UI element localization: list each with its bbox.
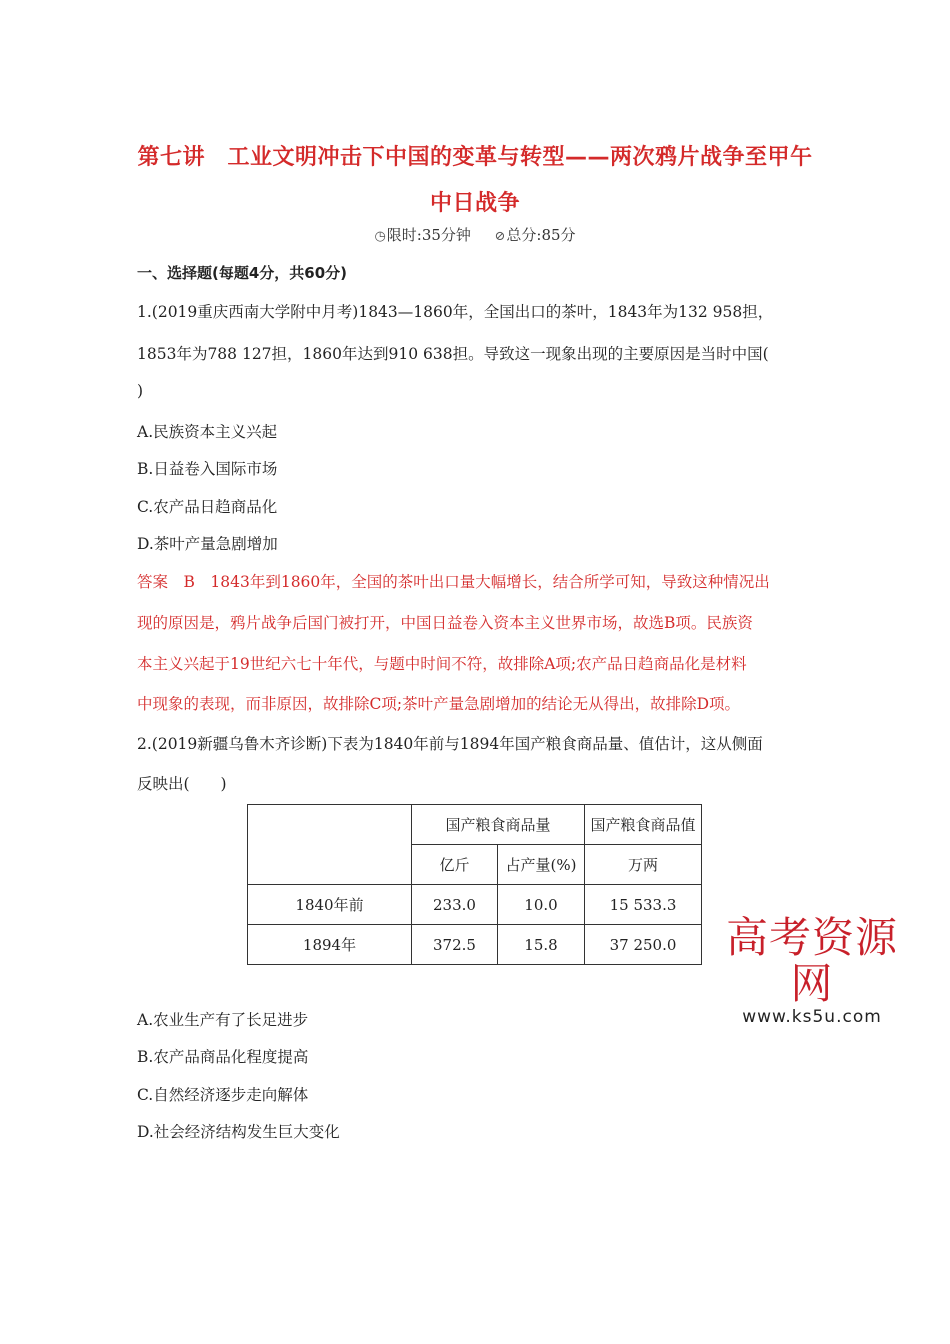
q1-answer-line-4: 中现象的表现，而非原因，故排除C项;茶叶产量急剧增加的结论无从得出，故排除D项。 (137, 695, 741, 713)
exam-meta (0, 224, 950, 245)
q2-option-d: D.社会经济结构发生巨大变化 (137, 1123, 340, 1141)
q1-option-d: D.茶叶产量急剧增加 (137, 535, 278, 553)
q1-option-c: C.农产品日趋商品化 (137, 498, 278, 516)
table-cell: 10.0 (498, 885, 585, 925)
table-cell: 372.5 (412, 925, 498, 965)
q1-answer-line-1: 答案 B 1843年到1860年，全国的茶叶出口量大幅增长，结合所学可知，导致这种情况出 (137, 573, 770, 591)
table-corner-cell (248, 805, 412, 885)
table-row (248, 925, 702, 965)
q2-option-a: A.农业生产有了长足进步 (137, 1011, 309, 1029)
table-cell: 233.0 (412, 885, 498, 925)
q1-option-b: B.日益卷入国际市场 (137, 460, 278, 478)
table-cell: 1840年前 (248, 885, 412, 925)
document-title-line-1: 第七讲 工业文明冲击下中国的变革与转型——两次鸦片战争至甲午 (137, 145, 813, 170)
q2-stem-line-2: 反映出( ) (137, 775, 227, 793)
q1-stem-line-3: ) (137, 382, 144, 400)
q1-answer-line-2: 现的原因是，鸦片战争后国门被打开，中国日益卷入资本主义世界市场，故选B项。民族资 (137, 614, 753, 632)
table-row (248, 885, 702, 925)
table-subheader-value-unit: 万两 (585, 845, 702, 885)
time-limit: 限时:35分钟 (386, 226, 471, 244)
clock-icon: ◷ (374, 229, 386, 244)
watermark-logo (712, 915, 912, 1027)
table-subheader-percent: 占产量(%) (498, 845, 585, 885)
q1-option-a: A.民族资本主义兴起 (137, 423, 278, 441)
table-cell: 15 533.3 (585, 885, 702, 925)
table-cell: 1894年 (248, 925, 412, 965)
q2-option-c: C.自然经济逐步走向解体 (137, 1086, 309, 1104)
section-heading: 一、选择题(每题4分，共60分) (137, 264, 348, 282)
watermark-brand: 高考资源网 (725, 913, 898, 1008)
table-header-value: 国产粮食商品值 (585, 805, 702, 845)
q1-answer-line-3: 本主义兴起于19世纪六七十年代，与题中时间不符，故排除A项;农产品日趋商品化是材料 (137, 655, 747, 673)
table-header-quantity: 国产粮食商品量 (412, 805, 585, 845)
document-title-line-2: 中日战争 (429, 191, 520, 216)
grain-table (247, 804, 702, 965)
watermark-url: www.ks5u.com (742, 1007, 882, 1027)
table-cell: 15.8 (498, 925, 585, 965)
q2-stem-line-1: 2.(2019新疆乌鲁木齐诊断)下表为1840年前与1894年国产粮食商品量、值估计，这从侧面 (137, 735, 763, 753)
table-cell: 37 250.0 (585, 925, 702, 965)
total-score: 总分:85分 (506, 226, 576, 244)
q1-stem-line-2: 1853年为788 127担，1860年达到910 638担。导致这一现象出现的主要原因是当时中国( (137, 345, 769, 363)
table-subheader-unit: 亿斤 (412, 845, 498, 885)
table-header-row (248, 805, 702, 845)
q2-option-b: B.农产品商品化程度提高 (137, 1048, 309, 1066)
q1-stem-line-1: 1.(2019重庆西南大学附中月考)1843—1860年，全国出口的茶叶，1843年为132 958担， (137, 303, 774, 321)
check-circle-icon: ⊘ (494, 229, 506, 244)
